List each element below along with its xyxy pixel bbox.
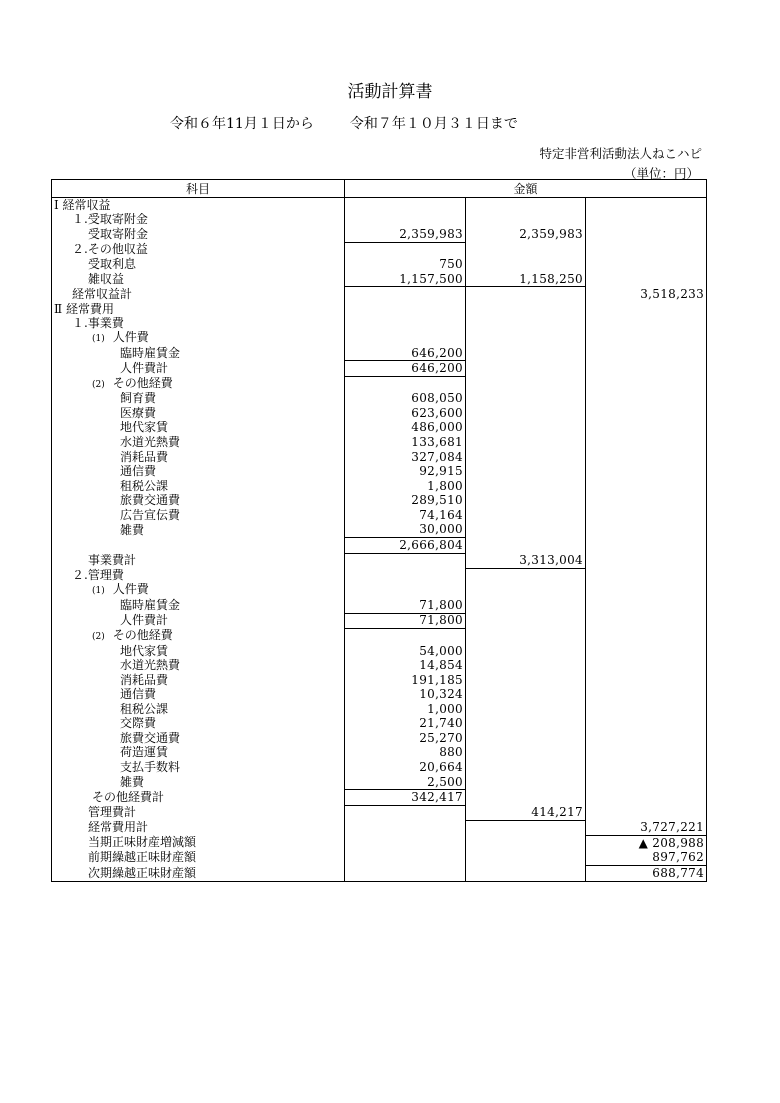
amount-cell-c4 (586, 508, 707, 523)
subject-label: 飼育費 (120, 391, 157, 406)
subject-cell (52, 658, 345, 673)
subject-cell (52, 760, 345, 775)
amount-cell-c3 (466, 746, 586, 761)
amount-cell-c2 (345, 213, 466, 228)
subject-cell (52, 866, 345, 882)
amount-cell-c2: 1,157,500 (345, 272, 466, 287)
subject-cell (52, 508, 345, 523)
amount-cell-c4: 3,518,233 (586, 287, 707, 302)
amount-cell-c2: 21,740 (345, 717, 466, 732)
amount-cell-c4 (586, 450, 707, 465)
amount-cell-c4 (586, 331, 707, 346)
amount-cell-c2 (345, 553, 466, 568)
table-row (52, 866, 707, 882)
subject-cell (52, 644, 345, 659)
subject-cell (52, 242, 345, 257)
table-row (52, 687, 707, 702)
amount-cell-c2: 54,000 (345, 644, 466, 659)
amount-cell-c4 (586, 613, 707, 629)
table-row (52, 392, 707, 407)
amount-cell-c2 (345, 331, 466, 346)
subject-label: その他経費 (112, 376, 173, 390)
amount-cell-c4 (586, 629, 707, 644)
subject-cell (52, 272, 345, 287)
subject-cell (52, 687, 345, 702)
amount-cell-c2: 133,681 (345, 435, 466, 450)
subject-label: 次期繰越正味財産額 (88, 865, 197, 880)
subject-label: 人件費計 (120, 361, 169, 376)
amount-cell-c4 (586, 717, 707, 732)
subject-label: 臨時雇賃金 (120, 345, 181, 360)
subject-cell (52, 790, 345, 806)
table-row (52, 658, 707, 673)
amount-cell-c3 (466, 346, 586, 361)
amount-cell-c4 (586, 731, 707, 746)
amount-cell-c3 (466, 568, 586, 583)
subject-label: その他経費計 (92, 790, 165, 805)
table-row (52, 731, 707, 746)
subject-label: 交際費 (120, 716, 157, 731)
table-row (52, 198, 707, 213)
subject-cell (52, 850, 345, 865)
subject-label: １.受取寄附金 (72, 212, 148, 227)
amount-cell-c2: 289,510 (345, 493, 466, 508)
subject-cell (52, 331, 345, 346)
amount-cell-c3 (466, 673, 586, 688)
subject-label: 雑費 (120, 522, 145, 537)
amount-cell-c3: 1,158,250 (466, 272, 586, 287)
amount-cell-c3 (466, 242, 586, 257)
amount-cell-c2: 71,800 (345, 613, 466, 629)
subject-label: Ⅱ 経常費用 (54, 301, 114, 316)
subject-label: 荷造運賃 (120, 745, 169, 760)
subject-label: 水道光熱費 (120, 435, 181, 449)
amount-cell-c4 (586, 805, 707, 820)
table-row (52, 361, 707, 377)
subject-cell (52, 421, 345, 436)
amount-cell-c4 (586, 257, 707, 272)
amount-cell-c2 (345, 568, 466, 583)
table-row (52, 538, 707, 554)
subject-cell (52, 479, 345, 494)
amount-cell-c3 (466, 493, 586, 508)
amount-header: 金額 (345, 180, 707, 198)
table-row (52, 316, 707, 331)
amount-cell-c2 (345, 287, 466, 302)
amount-cell-c3 (466, 658, 586, 673)
table-row (52, 464, 707, 479)
subject-cell (52, 198, 345, 213)
subject-label: 人件費 (112, 583, 149, 597)
amount-cell-c4 (586, 493, 707, 508)
amount-cell-c2: 10,324 (345, 687, 466, 702)
table-row (52, 242, 707, 257)
subject-label: 地代家賃 (120, 420, 169, 435)
amount-cell-c3 (466, 392, 586, 407)
subject-cell (52, 702, 345, 717)
table-row (52, 644, 707, 659)
amount-cell-c4 (586, 377, 707, 392)
amount-cell-c3 (466, 479, 586, 494)
subject-label: 人件費計 (120, 613, 169, 628)
amount-cell-c2: 880 (345, 746, 466, 761)
subject-cell (52, 392, 345, 407)
subject-cell (52, 775, 345, 790)
table-row (52, 331, 707, 346)
subject-cell (52, 553, 345, 568)
subject-cell (52, 717, 345, 732)
table-row (52, 377, 707, 392)
amount-cell-c4 (586, 435, 707, 450)
subject-cell (52, 731, 345, 746)
amount-cell-c3 (466, 702, 586, 717)
amount-cell-c3 (466, 302, 586, 317)
unit-label: （単位：円） (623, 166, 699, 181)
amount-cell-c4 (586, 673, 707, 688)
subject-label: 旅費交通費 (120, 493, 181, 508)
subject-cell (52, 522, 345, 537)
amount-cell-c3: 3,313,004 (466, 553, 586, 568)
amount-cell-c3 (466, 377, 586, 392)
table-row (52, 346, 707, 361)
table-row (52, 522, 707, 537)
amount-cell-c4 (586, 464, 707, 479)
amount-cell-c2: 646,200 (345, 361, 466, 377)
subject-label: 広告宣伝費 (120, 507, 181, 522)
amount-cell-c3 (466, 644, 586, 659)
item-marker: (2) (92, 631, 105, 642)
amount-cell-c2: 14,854 (345, 658, 466, 673)
table-row (52, 257, 707, 272)
table-row (52, 479, 707, 494)
subject-cell (52, 302, 345, 317)
amount-cell-c3 (466, 522, 586, 537)
subject-cell (52, 257, 345, 272)
subject-label: 臨時雇賃金 (120, 598, 181, 613)
subject-label: 当期正味財産増減額 (88, 835, 197, 850)
item-marker: (1) (92, 586, 105, 597)
table-row (52, 820, 707, 835)
amount-cell-c2 (345, 835, 466, 850)
subject-cell (52, 346, 345, 361)
amount-cell-c4 (586, 583, 707, 598)
amount-cell-c3 (466, 198, 586, 213)
amount-cell-c4 (586, 213, 707, 228)
amount-cell-c2: 30,000 (345, 522, 466, 537)
table-row (52, 746, 707, 761)
amount-cell-c2: 1,000 (345, 702, 466, 717)
amount-cell-c3 (466, 598, 586, 613)
table-row (52, 508, 707, 523)
activity-statement-table (51, 179, 707, 882)
amount-cell-c2: 92,915 (345, 464, 466, 479)
amount-cell-c3 (466, 775, 586, 790)
amount-cell-c2 (345, 377, 466, 392)
amount-cell-c2: 71,800 (345, 598, 466, 613)
period-from: 令和６年11月１日から (170, 116, 314, 132)
subject-label: 通信費 (120, 687, 157, 702)
statement-body (52, 198, 707, 882)
amount-cell-c2 (345, 805, 466, 820)
amount-cell-c3: 2,359,983 (466, 227, 586, 242)
subject-label: 雑費 (120, 774, 145, 789)
table-row (52, 435, 707, 450)
amount-cell-c3 (466, 361, 586, 377)
amount-cell-c2 (345, 583, 466, 598)
amount-cell-c4 (586, 775, 707, 790)
period-to: 令和７年１０月３１日まで (349, 116, 518, 132)
amount-cell-c3 (466, 629, 586, 644)
amount-cell-c2: 20,664 (345, 760, 466, 775)
amount-cell-c2: 2,359,983 (345, 227, 466, 242)
amount-cell-c4 (586, 361, 707, 377)
amount-cell-c4: ▲ 208,988 (586, 835, 707, 850)
subject-cell (52, 598, 345, 613)
table-row (52, 805, 707, 820)
amount-cell-c3 (466, 257, 586, 272)
subject-label: 事業費計 (88, 553, 137, 568)
subject-cell (52, 493, 345, 508)
organization-name: 特定非営利活動法人ねこハピ (539, 146, 702, 161)
amount-cell-c2: 25,270 (345, 731, 466, 746)
amount-cell-c4 (586, 702, 707, 717)
amount-cell-c4 (586, 316, 707, 331)
document-title: 活動計算書 (347, 82, 433, 102)
amount-cell-c4 (586, 406, 707, 421)
subject-cell (52, 406, 345, 421)
amount-cell-c2: 608,050 (345, 392, 466, 407)
subject-cell (52, 227, 345, 242)
subject-label: 消耗品費 (120, 449, 169, 464)
amount-cell-c2 (345, 820, 466, 835)
subject-label: Ⅰ 経常収益 (54, 197, 111, 212)
amount-cell-c2: 191,185 (345, 673, 466, 688)
table-row (52, 613, 707, 629)
amount-cell-c4 (586, 421, 707, 436)
table-row (52, 760, 707, 775)
amount-cell-c2 (345, 629, 466, 644)
amount-cell-c3 (466, 613, 586, 629)
amount-cell-c4 (586, 346, 707, 361)
subject-label: 地代家賃 (120, 643, 169, 658)
amount-cell-c2: 623,600 (345, 406, 466, 421)
amount-cell-c2 (345, 242, 466, 257)
item-marker: (1) (92, 333, 105, 344)
subject-cell (52, 213, 345, 228)
amount-cell-c2 (345, 316, 466, 331)
table-row (52, 598, 707, 613)
subject-label: １.事業費 (72, 316, 124, 331)
amount-cell-c2: 750 (345, 257, 466, 272)
subject-label: 雑収益 (88, 271, 125, 286)
amount-cell-c2: 2,500 (345, 775, 466, 790)
table-row (52, 287, 707, 302)
amount-cell-c2: 2,666,804 (345, 538, 466, 554)
subject-cell (52, 583, 345, 598)
amount-cell-c3 (466, 790, 586, 806)
subject-label: 租税公課 (120, 702, 169, 716)
subject-cell (52, 316, 345, 331)
amount-cell-c3 (466, 450, 586, 465)
amount-cell-c2: 74,164 (345, 508, 466, 523)
subject-header: 科目 (52, 180, 345, 198)
subject-label: 医療費 (120, 406, 157, 420)
amount-cell-c3 (466, 464, 586, 479)
subject-label: 人件費 (112, 330, 149, 344)
table-row (52, 213, 707, 228)
amount-cell-c3 (466, 316, 586, 331)
amount-cell-c3 (466, 406, 586, 421)
amount-cell-c3 (466, 760, 586, 775)
amount-cell-c4 (586, 790, 707, 806)
amount-cell-c2 (345, 198, 466, 213)
amount-cell-c3: 414,217 (466, 805, 586, 820)
subject-cell (52, 361, 345, 377)
amount-cell-c3 (466, 850, 586, 865)
subject-cell (52, 629, 345, 644)
amount-cell-c2: 486,000 (345, 421, 466, 436)
table-row (52, 302, 707, 317)
amount-cell-c3 (466, 435, 586, 450)
amount-cell-c4 (586, 568, 707, 583)
amount-cell-c4: 688,774 (586, 866, 707, 882)
table-row (52, 790, 707, 806)
subject-cell (52, 464, 345, 479)
amount-cell-c2: 327,084 (345, 450, 466, 465)
subject-cell (52, 568, 345, 583)
amount-cell-c2 (345, 850, 466, 865)
amount-cell-c3 (466, 835, 586, 850)
accounting-period (170, 113, 518, 133)
table-row (52, 227, 707, 242)
amount-cell-c4 (586, 658, 707, 673)
amount-cell-c4 (586, 522, 707, 537)
subject-cell (52, 613, 345, 629)
amount-cell-c3 (466, 583, 586, 598)
amount-cell-c4 (586, 553, 707, 568)
subject-cell (52, 377, 345, 392)
amount-cell-c2: 1,800 (345, 479, 466, 494)
table-row (52, 583, 707, 598)
amount-cell-c4 (586, 198, 707, 213)
amount-cell-c4 (586, 272, 707, 287)
subject-label: 受取寄附金 (88, 227, 149, 242)
amount-cell-c2: 646,200 (345, 346, 466, 361)
amount-cell-c2 (345, 866, 466, 882)
subject-label: 経常収益計 (72, 286, 133, 301)
subject-label: 租税公課 (120, 478, 169, 493)
subject-cell (52, 673, 345, 688)
table-row (52, 568, 707, 583)
amount-cell-c3 (466, 687, 586, 702)
amount-cell-c3 (466, 538, 586, 554)
table-row (52, 775, 707, 790)
amount-cell-c3 (466, 287, 586, 302)
amount-cell-c3 (466, 820, 586, 835)
amount-cell-c3 (466, 717, 586, 732)
amount-cell-c4 (586, 746, 707, 761)
amount-cell-c3 (466, 508, 586, 523)
subject-cell (52, 287, 345, 302)
amount-cell-c3 (466, 331, 586, 346)
amount-cell-c4 (586, 227, 707, 242)
table-row (52, 553, 707, 568)
table-row (52, 717, 707, 732)
item-marker: (2) (92, 379, 105, 390)
table-row (52, 272, 707, 287)
amount-cell-c2 (345, 302, 466, 317)
amount-cell-c4 (586, 598, 707, 613)
amount-cell-c3 (466, 866, 586, 882)
subject-label: 経常費用計 (88, 820, 149, 835)
amount-cell-c4: 3,727,221 (586, 820, 707, 835)
subject-cell (52, 435, 345, 450)
amount-cell-c3 (466, 421, 586, 436)
subject-label: 支払手数料 (120, 760, 181, 774)
table-row (52, 835, 707, 850)
table-row (52, 702, 707, 717)
amount-cell-c3 (466, 731, 586, 746)
amount-cell-c4 (586, 760, 707, 775)
subject-cell (52, 746, 345, 761)
subject-label: 消耗品費 (120, 672, 169, 687)
subject-label: 水道光熱費 (120, 658, 181, 673)
subject-cell (52, 835, 345, 850)
table-row (52, 493, 707, 508)
table-row (52, 629, 707, 644)
subject-cell (52, 805, 345, 820)
subject-label: 前期繰越正味財産額 (88, 850, 197, 865)
subject-label: 管理費計 (88, 805, 137, 820)
subject-label: ２.管理費 (72, 568, 124, 583)
amount-cell-c4 (586, 479, 707, 494)
amount-cell-c4 (586, 644, 707, 659)
amount-cell-c4 (586, 392, 707, 407)
amount-cell-c3 (466, 213, 586, 228)
amount-cell-c4: 897,762 (586, 850, 707, 865)
subject-cell (52, 450, 345, 465)
amount-cell-c4 (586, 538, 707, 554)
table-header-row (52, 180, 707, 198)
subject-cell (52, 538, 345, 554)
amount-cell-c2: 342,417 (345, 790, 466, 806)
table-row (52, 406, 707, 421)
subject-label: 通信費 (120, 464, 157, 479)
subject-label: ２.その他収益 (72, 242, 148, 257)
subject-label: 受取利息 (88, 257, 137, 271)
amount-cell-c4 (586, 302, 707, 317)
amount-cell-c4 (586, 242, 707, 257)
table-row (52, 450, 707, 465)
subject-cell (52, 820, 345, 835)
amount-cell-c4 (586, 687, 707, 702)
table-row (52, 673, 707, 688)
table-row (52, 421, 707, 436)
table-row (52, 850, 707, 865)
subject-label: 旅費交通費 (120, 731, 181, 745)
subject-label: その他経費 (112, 628, 173, 642)
